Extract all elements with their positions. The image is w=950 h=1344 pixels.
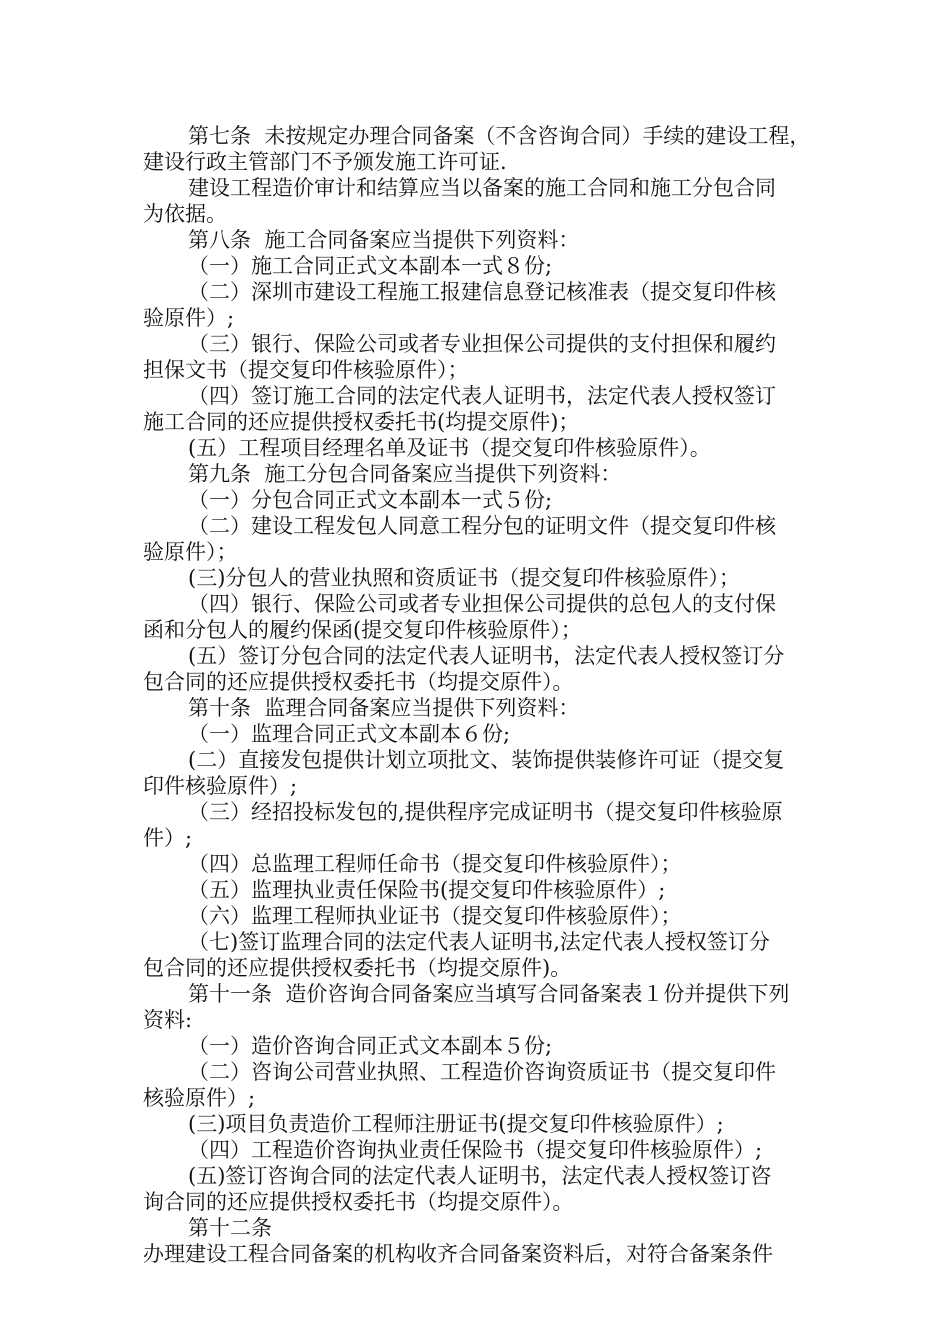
text-line: （二）咨询公司营业执照、工程造价咨询资质证书（提交复印件 [188, 1060, 776, 1084]
text-line: 核验原件）; [143, 1086, 256, 1110]
text-line: （二）深圳市建设工程施工报建信息登记核准表（提交复印件核 [188, 280, 776, 304]
text-line: 验原件）； [143, 540, 238, 564]
text-line: （一）造价咨询合同正式文本副本５份; [188, 1034, 553, 1058]
text-line: （二）建设工程发包人同意工程分包的证明文件（提交复印件核 [188, 514, 776, 538]
text-line: 询合同的还应提供授权委托书（均提交原件）。 [143, 1190, 574, 1214]
text-line: （三）经招投标发包的,提供程序完成证明书（提交复印件核验原 [188, 800, 783, 824]
text-line: （三）银行、保险公司或者专业担保公司提供的支付担保和履约 [188, 332, 776, 356]
text-line: 第十二条 [188, 1216, 272, 1240]
text-line: 函和分包人的履约保函(提交复印件核验原件）； [143, 618, 582, 642]
text-line: 建设行政主管部门不予颁发施工许可证. [143, 150, 507, 174]
document-body [143, 123, 811, 1267]
text-line: （六）监理工程师执业证书（提交复印件核验原件）； [188, 904, 682, 928]
text-line: (二）直接发包提供计划立项批文、装饰提供装修许可证（提交复 [188, 748, 785, 772]
text-line: （一）分包合同正式文本副本一式５份; [188, 488, 553, 512]
text-line: 资料: [143, 1008, 193, 1032]
text-line: 为依据。 [143, 202, 227, 226]
text-line: 担保文书（提交复印件核验原件）； [143, 358, 469, 382]
text-line: 第八条 施工合同备案应当提供下列资料： [188, 228, 580, 252]
text-line: （七)签订监理合同的法定代表人证明书,法定代表人授权签订分 [188, 930, 770, 954]
text-line: (三)分包人的营业执照和资质证书（提交复印件核验原件）； [188, 566, 740, 590]
text-line: 施工合同的还应提供授权委托书(均提交原件)； [143, 410, 580, 434]
text-line: （四）总监理工程师任命书（提交复印件核验原件）； [188, 852, 682, 876]
text-line: 第十一条 造价咨询合同备案应当填写合同备案表１份并提供下列 [188, 982, 790, 1006]
text-line: 印件核验原件）; [143, 774, 298, 798]
text-line: （五）监理执业责任保险书(提交复印件核验原件）; [188, 878, 666, 902]
text-line: （四）签订施工合同的法定代表人证明书，法定代表人授权签订 [188, 384, 776, 408]
text-line: （四）银行、保险公司或者专业担保公司提供的总包人的支付保 [188, 592, 776, 616]
text-line: 建设工程造价审计和结算应当以备案的施工合同和施工分包合同 [188, 176, 776, 200]
text-line: （一）监理合同正式文本副本６份; [188, 722, 511, 746]
text-line: (五)签订咨询合同的法定代表人证明书，法定代表人授权签订咨 [188, 1164, 772, 1188]
text-line: 包合同的还应提供授权委托书（均提交原件)。 [143, 956, 572, 980]
text-line: 办理建设工程合同备案的机构收齐合同备案资料后，对符合备案条件 [143, 1242, 773, 1266]
text-line: 第九条 施工分包合同备案应当提供下列资料： [188, 462, 622, 486]
text-line: 件）; [143, 826, 193, 850]
text-line: （一）施工合同正式文本副本一式８份; [188, 254, 553, 278]
text-line: 包合同的还应提供授权委托书（均提交原件）。 [143, 670, 574, 694]
text-line: (三)项目负责造价工程师注册证书(提交复印件核验原件）; [188, 1112, 724, 1136]
text-line: 第七条 未按规定办理合同备案（不含咨询合同）手续的建设工程， [188, 124, 811, 148]
text-line: （四）工程造价咨询执业责任保险书（提交复印件核验原件）; [188, 1138, 763, 1162]
text-line: 第十条 监理合同备案应当提供下列资料： [188, 696, 580, 720]
text-line: 验原件）; [143, 306, 235, 330]
text-line: (五）签订分包合同的法定代表人证明书，法定代表人授权签订分 [188, 644, 785, 668]
text-line: (五）工程项目经理名单及证书（提交复印件核验原件）。 [188, 436, 711, 460]
